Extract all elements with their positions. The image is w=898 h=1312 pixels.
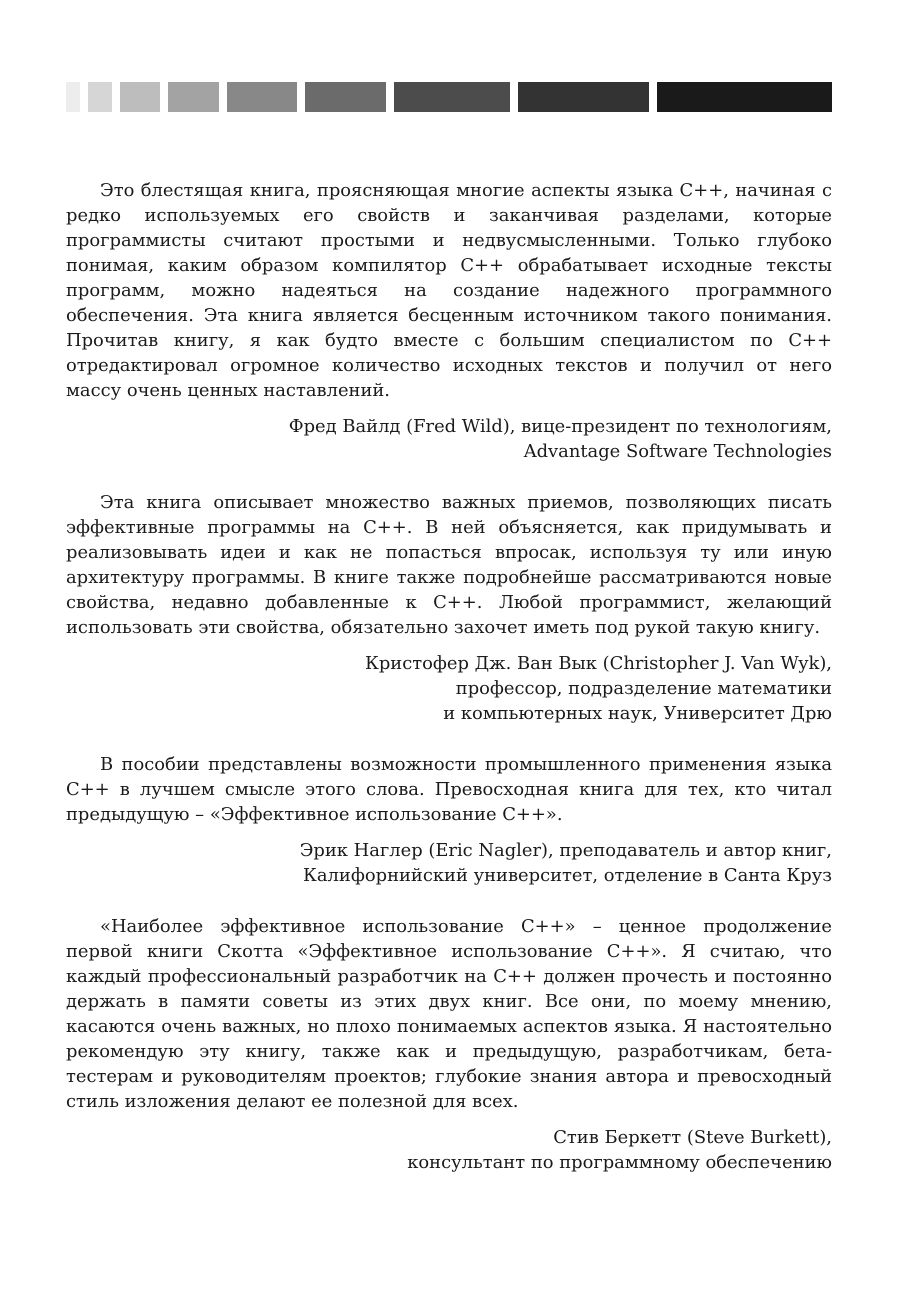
- attribution-line: Advantage Software Technologies: [523, 441, 832, 462]
- reviews-section: [66, 178, 832, 1201]
- review-attribution: [66, 414, 832, 464]
- attribution-line: Калифорнийский университет, отделение в Санта Круз: [303, 865, 832, 886]
- header-bar-segment: [168, 82, 220, 112]
- attribution-line: Эрик Наглер (Eric Nagler), преподаватель и автор книг,: [299, 840, 832, 861]
- review-attribution: [66, 838, 832, 888]
- attribution-line: профессор, подразделение математики: [455, 678, 832, 699]
- header-bar-segment: [518, 82, 649, 112]
- review-attribution: [66, 651, 832, 726]
- attribution-line: Кристофер Дж. Ван Вык (Christopher J. Van Wyk),: [364, 653, 832, 674]
- review-block: [66, 178, 832, 464]
- review-quote: «Наиболее эффективное использование C++» – ценное продолжение первой книги Скотта «Эффективное использование C++». Я считаю, что каждый профессиональный разработчик на C++ должен прочесть и постоянно держать в памяти советы из этих двух книг. Все они, по моему мнению, касаются очень важных, но плохо понимаемых аспектов языка. Я настоятельно рекомендую эту книгу, также как и предыдущую, разработчикам, бета-тестерам и руководителям проектов; глубокие знания автора и превосходный стиль изложения делают ее полезной для всех.: [66, 916, 832, 1112]
- review-attribution: [66, 1125, 832, 1175]
- header-bar-segment: [227, 82, 297, 112]
- header-bar-segment: [66, 82, 80, 112]
- review-quote: В пособии представлены возможности промышленного применения языка C++ в лучшем смысле этого слова. Превосходная книга для тех, кто читал предыдущую – «Эффективное использование C++».: [66, 754, 832, 825]
- review-block: [66, 914, 832, 1175]
- attribution-line: и компьютерных наук, Университет Дрю: [443, 703, 832, 724]
- review-block: [66, 752, 832, 888]
- attribution-line: консультант по программному обеспечению: [407, 1152, 832, 1173]
- attribution-line: Фред Вайлд (Fred Wild), вице-президент по технологиям,: [288, 416, 832, 437]
- review-quote: Эта книга описывает множество важных приемов, позволяющих писать эффективные программы на C++. В ней объясняется, как придумывать и реализовывать идеи и как не попасться впросак, используя ту или иную архитектуру программы. В книге также подробнейше рассматриваются новые свойства, недавно добавленные к C++. Любой программист, желающий использовать эти свойства, обязательно захочет иметь под рукой такую книгу.: [66, 492, 832, 638]
- header-bar-segment: [394, 82, 509, 112]
- header-gradient-bar: [66, 82, 832, 112]
- header-bar-segment: [88, 82, 112, 112]
- header-bar-segment: [657, 82, 832, 112]
- header-bar-segment: [305, 82, 387, 112]
- review-quote: Это блестящая книга, проясняющая многие аспекты языка C++, начиная с редко используемых его свойств и заканчивая разделами, которые программисты считают простыми и недвусмысленными. Только глубоко понимая, каким образом компилятор C++ обрабатывает исходные тексты программ, можно надеяться на создание надежного программного обеспечения. Эта книга является бесценным источником такого понимания. Прочитав книгу, я как будто вместе с большим специалистом по C++ отредактировал огромное количество исходных текстов и получил от него массу очень ценных наставлений.: [66, 180, 832, 401]
- attribution-line: Стив Беркетт (Steve Burkett),: [553, 1127, 832, 1148]
- review-block: [66, 490, 832, 726]
- header-bar-segment: [120, 82, 160, 112]
